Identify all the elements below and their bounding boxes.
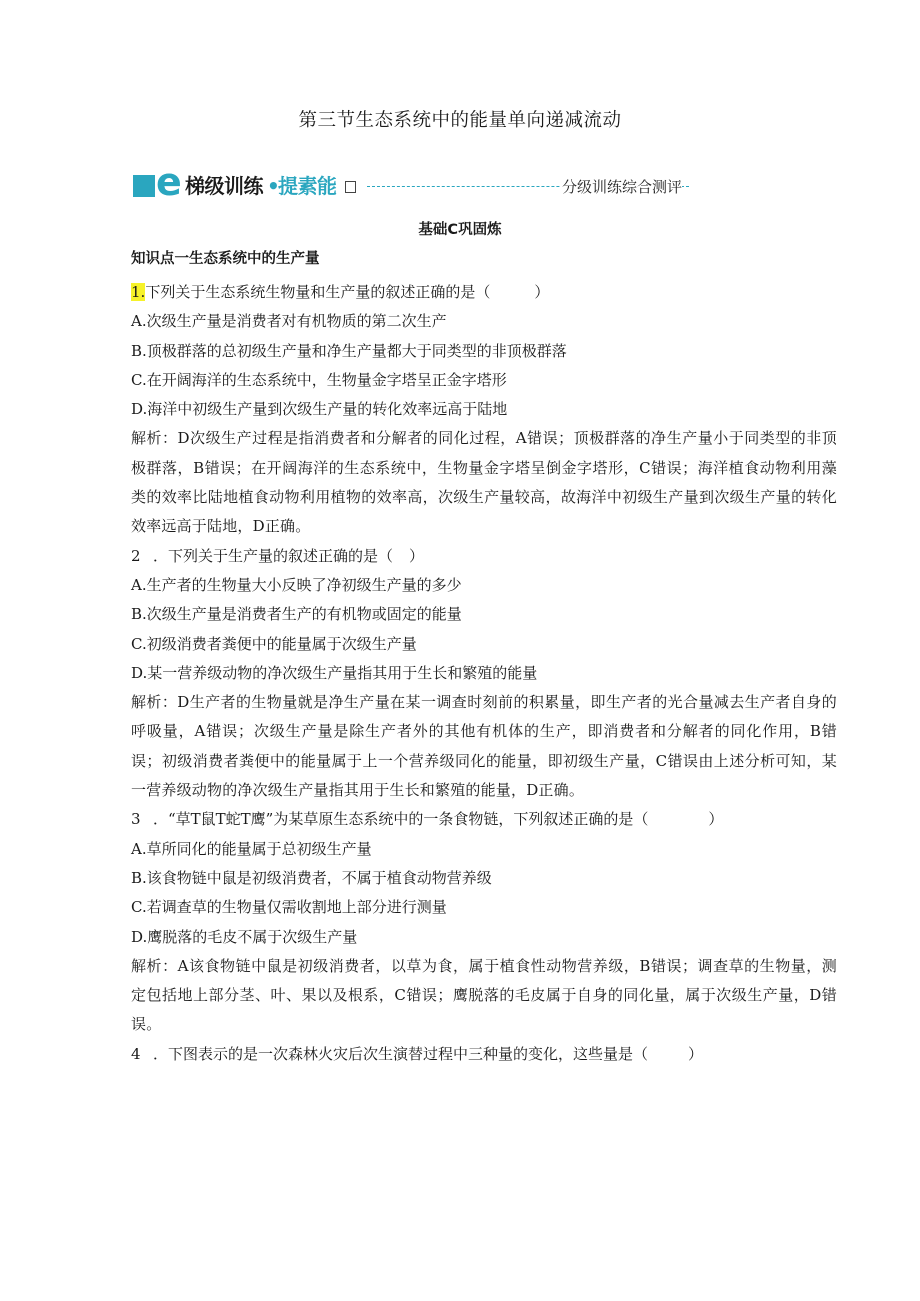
option-c: C.在开阔海洋的生态系统中，生物量金字塔呈正金字塔形 <box>131 370 507 389</box>
question-stem <box>131 805 837 834</box>
banner-box-icon <box>345 181 356 193</box>
question-stem <box>131 1040 837 1069</box>
question-stem-text: ．下图表示的是一次森林火灾后次生演替过程中三种量的变化，这些量是（ <box>153 1044 649 1063</box>
content-body <box>131 246 837 1069</box>
option-c: C.初级消费者粪便中的能量属于次级生产量 <box>131 634 417 653</box>
question-4 <box>131 1040 837 1069</box>
question-number: 1. <box>131 283 146 301</box>
question-stem-end: ） <box>688 1044 704 1063</box>
option-d: D.海洋中初级生产量到次级生产量的转化效率远高于陆地 <box>131 400 508 419</box>
question-stem <box>131 542 837 571</box>
banner-dot: • <box>267 174 280 198</box>
question-stem <box>131 278 837 307</box>
banner-subtitle: 分级训练综合测评 <box>562 178 683 196</box>
question-2 <box>131 542 837 806</box>
option-a: A.草所同化的能量属于总初级生产量 <box>131 839 372 858</box>
option-b: B.该食物链中鼠是初级消费者，不属于植食动物营养级 <box>131 868 492 887</box>
banner-e-logo: e <box>156 160 182 204</box>
analysis-text: 解析：D次级生产过程是指消费者和分解者的同化过程，A错误；顶极群落的净生产量小于同类型的非顶极群落，B错误；在开阔海洋的生态系统中，生物量金字塔呈倒金字塔形，C错误；海洋植食动物利用藻类的效率比陆地植食动物利用植物的效率高，次级生产量较高，故海洋中初级生产量到次级生产量的转化效率远高于陆地，D正确。 <box>131 429 837 536</box>
question-stem-text: ．下列关于生产量的叙述正确的是（ <box>153 546 394 565</box>
question-number: 2 <box>131 546 141 565</box>
analysis-text: 解析：D生产者的生物量就是净生产量在某一调查时刻前的积累量，即生产者的光合量减去生产者自身的呼吸量，A错误；次级生产量是除生产者外的其他有机体的生产，即消费者和分解者的同化作用，B错误；初级消费者粪便中的能量属于上一个营养级同化的能量，即初级生产量，C错误由上述分析可知，某一营养级动物的净次级生产量指其用于生长和繁殖的能量，D正确。 <box>131 693 837 800</box>
option-c: C.若调查草的生物量仅需收割地上部分进行测量 <box>131 898 447 917</box>
question-stem-text: 下列关于生态系统生物量和生产量的叙述正确的是（ <box>145 283 491 301</box>
question-number: 3 <box>131 810 141 829</box>
question-1 <box>131 278 837 542</box>
question-stem-end: ） <box>708 810 724 829</box>
banner-square-icon <box>133 175 155 197</box>
question-stem-end: ） <box>409 546 425 565</box>
banner-text-blue: 提素能 <box>278 174 337 198</box>
section-banner <box>133 160 693 206</box>
option-b: B.顶极群落的总初级生产量和净生产量都大于同类型的非顶极群落 <box>131 341 567 360</box>
option-a: A.生产者的生物量大小反映了净初级生产量的多少 <box>131 575 462 594</box>
question-3 <box>131 805 837 1039</box>
question-stem-end: ） <box>534 283 550 301</box>
page-title: 第三节生态系统中的能量单向递减流动 <box>298 110 622 131</box>
analysis-text: 解析：A该食物链中鼠是初级消费者，以草为食，属于植食性动物营养级，B错误；调查草的生物量，测定包括地上部分茎、叶、果以及根系，C错误；鹰脱落的毛皮属于自身的同化量，属于次级生产量，D错误。 <box>131 956 837 1034</box>
option-a: A.次级生产量是消费者对有机物质的第二次生产 <box>131 312 447 331</box>
knowledge-point-heading: 知识点一生态系统中的生产量 <box>131 251 320 267</box>
banner-text-black: 梯级训练 <box>185 174 263 198</box>
question-number: 4 <box>131 1044 141 1063</box>
option-b: B.次级生产量是消费者生产的有机物或固定的能量 <box>131 605 462 624</box>
option-d: D.鹰脱落的毛皮不属于次级生产量 <box>131 927 358 946</box>
section-heading: 基础C巩固炼 <box>418 222 502 238</box>
option-d: D.某一营养级动物的净次级生产量指其用于生长和繁殖的能量 <box>131 663 538 682</box>
question-stem-text: ．“草T鼠T蛇T鹰”为某草原生态系统中的一条食物链，下列叙述正确的是（ <box>153 810 649 829</box>
